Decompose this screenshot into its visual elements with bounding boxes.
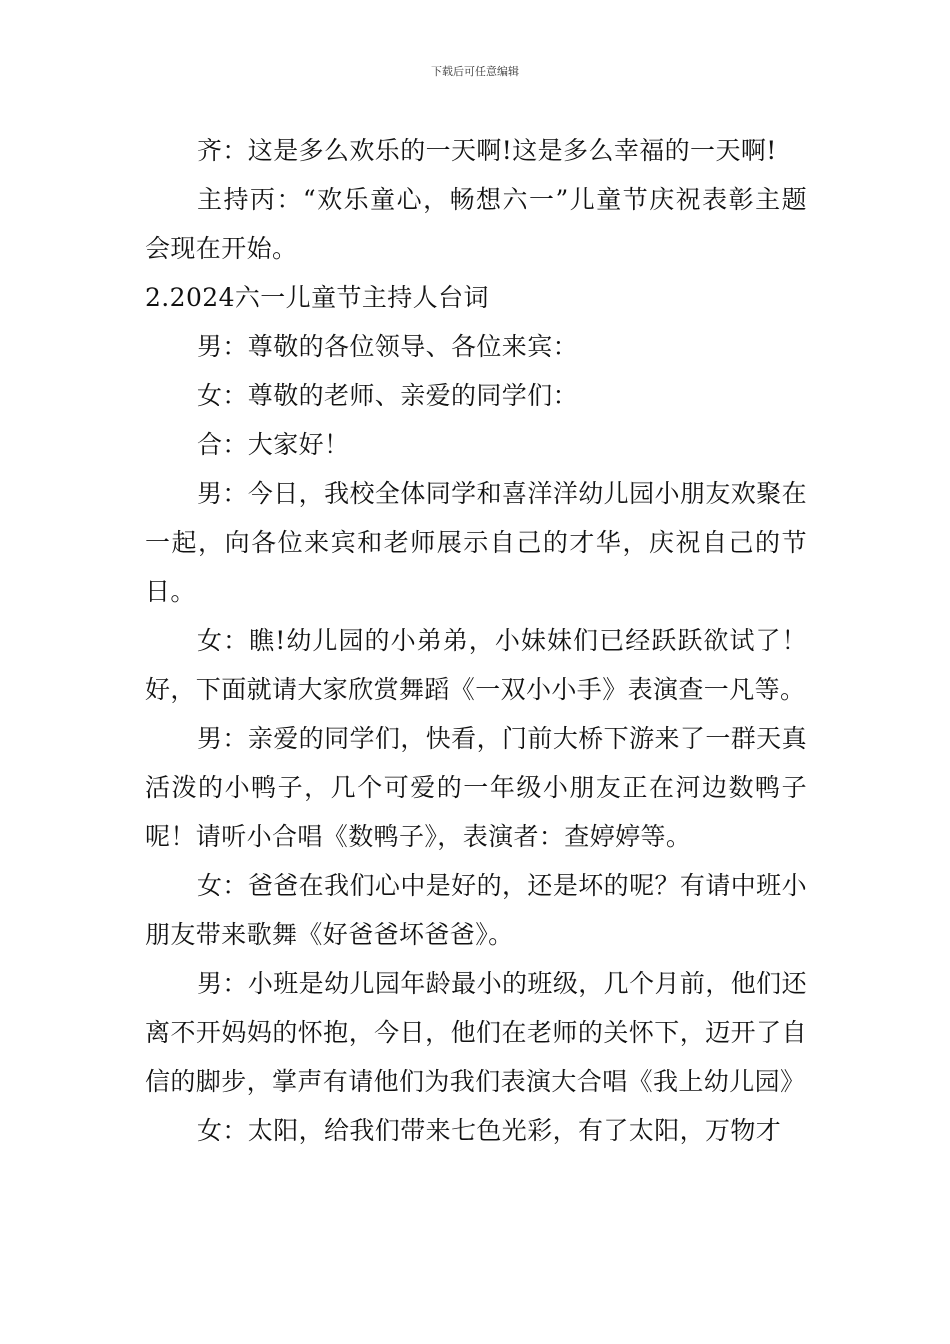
paragraph-chorus-line: 齐：这是多么欢乐的一天啊!这是多么幸福的一天啊! [197,136,777,165]
paragraph-male-intro: 男：今日，我校全体同学和喜洋洋幼儿园小朋友欢聚在一起，向各位来宾和老师展示自己的才华，庆祝自己的节日。 [145,479,807,606]
paragraph-female-dad: 女：爸爸在我们心中是好的，还是坏的呢？有请中班小朋友带来歌舞《好爸爸坏爸爸》。 [145,871,807,949]
page-header: 下载后可任意编辑 [431,65,519,78]
section-heading: 2.2024六一儿童节主持人台词 [145,283,489,312]
paragraph-male-ducks: 男：亲爱的同学们，快看，门前大桥下游来了一群天真活泼的小鸭子，几个可爱的一年级小朋友正在河边数鸭子呢！请听小合唱《数鸭子》，表演者：查婷婷等。 [145,724,807,851]
paragraph-female-dance: 女：瞧!幼儿园的小弟弟，小妹妹们已经跃跃欲试了！好，下面就请大家欣赏舞蹈《一双小小手》表演查一凡等。 [145,626,807,704]
paragraph-male-greeting: 男：尊敬的各位领导、各位来宾： [197,332,579,361]
paragraph-host-opening: 主持丙：“欢乐童心，畅想六一”儿童节庆祝表彰主题会现在开始。 [145,185,807,263]
paragraph-together-greeting: 合：大家好！ [197,430,350,459]
paragraph-female-greeting: 女：尊敬的老师、亲爱的同学们： [197,381,579,410]
paragraph-male-kindergarten: 男：小班是幼儿园年龄最小的班级，几个月前，他们还离不开妈妈的怀抱，今日，他们在老师的关怀下，迈开了自信的脚步，掌声有请他们为我们表演大合唱《我上幼儿园》 [145,969,807,1096]
paragraph-female-sun: 女：太阳，给我们带来七色光彩，有了太阳，万物才 [197,1116,782,1145]
document-body [145,126,807,1155]
